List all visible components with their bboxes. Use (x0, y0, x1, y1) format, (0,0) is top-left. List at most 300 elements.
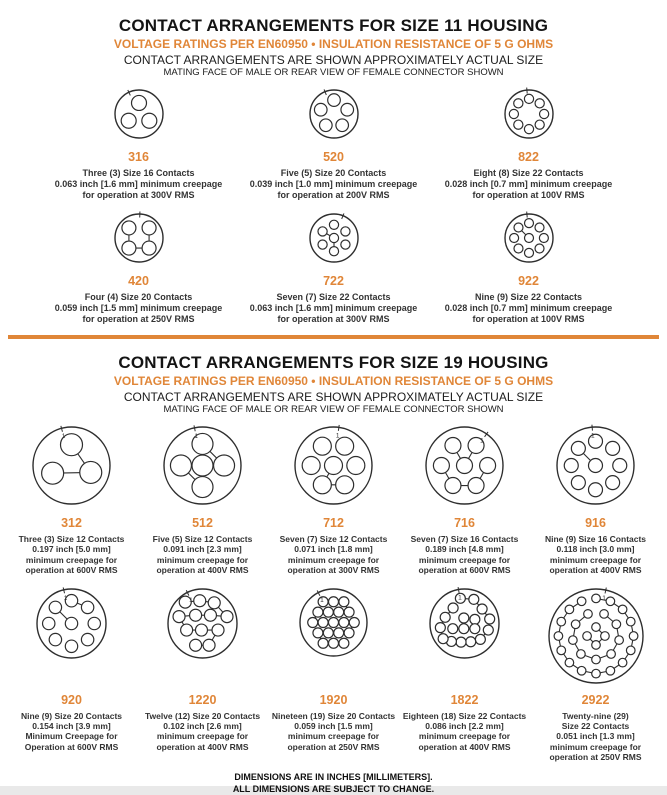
contact-cavity (445, 437, 461, 453)
index-tick (458, 587, 459, 593)
contact-cavity (195, 624, 207, 636)
description-line: Minimum Creepage for (21, 731, 122, 741)
description-line: for operation at 300V RMS (55, 190, 223, 201)
contact-cavity (340, 103, 353, 116)
part-number: 520 (323, 150, 344, 164)
contact-cavity (614, 635, 623, 644)
description-line: Eight (8) Size 22 Contacts (445, 168, 613, 179)
arrangement-card (431, 207, 626, 325)
section-note-mating-face: MATING FACE OF MALE OR REAR VIEW OF FEMALE CONNECTOR SHOWN (0, 67, 667, 79)
description-line: Four (4) Size 20 Contacts (55, 292, 223, 303)
contact-cavity (433, 458, 449, 474)
contact-cavity (606, 441, 620, 455)
description-line: minimum creepage for (403, 731, 526, 741)
contact-cavity (445, 478, 461, 494)
description-line: 0.059 inch [1.5 mm] (272, 721, 395, 731)
contact-cavity (539, 234, 548, 243)
connector-face-svg (30, 582, 113, 665)
contact-cavity (190, 609, 202, 621)
contact-cavity (456, 637, 466, 647)
contact-cavity (568, 635, 577, 644)
contact-cavity (121, 241, 135, 255)
contact-cavity (618, 658, 627, 667)
contact-cavity (349, 617, 359, 627)
section-header (0, 353, 667, 416)
contact-number-one: 1 (62, 433, 66, 440)
description-line: operation at 400V RMS (403, 742, 526, 752)
contact-cavity (618, 605, 627, 614)
index-tick (605, 587, 606, 593)
arrangement-description (55, 168, 223, 201)
contact-cavity (583, 609, 592, 618)
connector-face-svg (108, 83, 170, 145)
connector-face-svg (542, 582, 650, 690)
contact-cavity (329, 638, 339, 648)
contact-cavity (42, 462, 64, 484)
arrangement-card (399, 582, 530, 753)
arrangement-card (41, 83, 236, 201)
contact-cavity (329, 617, 339, 627)
arrangement-card (6, 582, 137, 753)
description-line: for operation at 300V RMS (250, 314, 418, 325)
contact-cavity (448, 603, 458, 613)
description-line: minimum creepage for (153, 555, 253, 565)
connector-shell (115, 214, 163, 262)
description-line: 0.028 inch [0.7 mm] minimum creepage (445, 179, 613, 190)
contact-cavity (589, 459, 603, 473)
section-note-actual-size: CONTACT ARRANGEMENTS ARE SHOWN APPROXIMATELY ACTUAL SIZE (0, 390, 667, 404)
description-line: Operation at 600V RMS (21, 742, 122, 752)
contact-number-one: 1 (194, 433, 198, 440)
description-line: Nineteen (19) Size 20 Contacts (272, 711, 395, 721)
contact-cavity (192, 477, 213, 498)
contact-cavity (121, 113, 136, 128)
contact-cavity (480, 458, 496, 474)
contact-cavity (329, 247, 338, 256)
part-number: 316 (128, 150, 149, 164)
arrangement-row (0, 83, 667, 201)
contact-cavity (334, 607, 344, 617)
arrangement-description (145, 711, 260, 753)
connector-face-svg (26, 420, 117, 511)
part-number: 920 (61, 693, 82, 707)
contact-cavity (466, 636, 476, 646)
description-line: Seven (7) Size 12 Contacts (280, 534, 388, 544)
connector-diagram (498, 207, 560, 271)
contact-cavity (457, 458, 473, 474)
description-line: 0.091 inch [2.3 mm] (153, 544, 253, 554)
connector-diagram (423, 582, 506, 690)
description-line: Nine (9) Size 16 Contacts (545, 534, 646, 544)
contact-cavity (49, 633, 61, 645)
connector-face-svg (157, 420, 248, 511)
arrangement-card (236, 83, 431, 201)
description-line: Eighteen (18) Size 22 Contacts (403, 711, 526, 721)
contact-cavity (509, 109, 518, 118)
contact-cavity (302, 457, 320, 475)
connector-face-svg (498, 207, 560, 269)
part-number: 712 (323, 516, 344, 530)
arrangement-card (41, 207, 236, 325)
contact-cavity (43, 617, 55, 629)
arrangement-card (137, 420, 268, 576)
arrangement-row (0, 207, 667, 325)
contact-cavity (626, 646, 635, 655)
contact-cavity (208, 596, 220, 608)
connector-face-svg (419, 420, 510, 511)
contact-cavity (577, 597, 586, 606)
contact-cavity (81, 601, 93, 613)
description-line: operation at 250V RMS (549, 752, 641, 762)
contact-cavity (554, 631, 563, 640)
arrangement-description (403, 711, 526, 753)
index-tick (63, 587, 64, 593)
contact-cavity (339, 638, 349, 648)
contact-cavity (313, 607, 323, 617)
index-tick (338, 425, 339, 431)
contact-number-one: 1 (602, 595, 606, 602)
contact-cavity (49, 601, 61, 613)
contact-cavity (556, 617, 565, 626)
contact-cavity (204, 609, 216, 621)
contact-cavity (173, 610, 185, 622)
contact-cavity (477, 604, 487, 614)
contact-cavity (329, 220, 338, 229)
description-line: operation at 400V RMS (145, 742, 260, 752)
contact-cavity (483, 625, 493, 635)
contact-cavity (339, 617, 349, 627)
arrangement-card (137, 582, 268, 753)
arrangement-description (250, 292, 418, 325)
description-line: minimum creepage for (545, 555, 646, 565)
part-number: 420 (128, 274, 149, 288)
contact-cavity (524, 94, 533, 103)
description-line: 0.051 inch [1.3 mm] (549, 731, 641, 741)
connector-face-svg (161, 582, 244, 665)
contact-cavity (535, 223, 544, 232)
contact-cavity (339, 596, 349, 606)
index-tick (194, 425, 195, 431)
contact-cavity (600, 631, 609, 640)
contact-cavity (347, 457, 365, 475)
contact-cavity (327, 94, 340, 107)
contact-cavity (513, 120, 522, 129)
index-tick (526, 88, 527, 94)
contact-cavity (121, 221, 135, 235)
description-line: 0.063 inch [1.6 mm] minimum creepage (55, 179, 223, 190)
description-line: for operation at 200V RMS (250, 190, 418, 201)
contact-cavity (221, 610, 233, 622)
contact-cavity (440, 612, 450, 622)
description-line: operation at 300V RMS (280, 565, 388, 575)
description-line: operation at 400V RMS (153, 565, 253, 575)
arrangement-card (268, 420, 399, 576)
description-line: 0.059 inch [1.5 mm] minimum creepage (55, 303, 223, 314)
arrangement-card (530, 582, 661, 763)
part-number: 916 (585, 516, 606, 530)
contact-cavity (470, 614, 480, 624)
description-line: 0.063 inch [1.6 mm] minimum creepage (250, 303, 418, 314)
contact-cavity (459, 613, 469, 623)
contact-cavity (513, 223, 522, 232)
arrangement-description (21, 711, 122, 753)
contact-cavity (485, 614, 495, 624)
contact-cavity (589, 483, 603, 497)
connector-diagram (550, 420, 641, 513)
contact-cavity (513, 244, 522, 253)
connector-diagram (108, 83, 170, 147)
contact-cavity (212, 624, 224, 636)
contact-cavity (524, 219, 533, 228)
arrangement-card (236, 207, 431, 325)
part-number: 822 (518, 150, 539, 164)
description-line: for operation at 100V RMS (445, 314, 613, 325)
contact-cavity (629, 631, 638, 640)
contact-number-one: 1 (189, 597, 193, 604)
part-number: 922 (518, 274, 539, 288)
part-number: 1220 (189, 693, 217, 707)
contact-cavity (513, 99, 522, 108)
connector-diagram (108, 207, 170, 271)
contact-cavity (141, 113, 156, 128)
footer-line-units: DIMENSIONS ARE IN INCHES [MILLIMETERS]. (0, 771, 667, 783)
part-number: 716 (454, 516, 475, 530)
contact-cavity (194, 594, 206, 606)
contact-cavity (340, 240, 349, 249)
arrangement-description (545, 534, 646, 576)
arrangement-description (280, 534, 388, 576)
contact-cavity (334, 628, 344, 638)
contact-cavity (142, 241, 156, 255)
section-subtitle: VOLTAGE RATINGS PER EN60950 • INSULATION RESISTANCE OF 5 G OHMS (0, 37, 667, 52)
contact-cavity (535, 120, 544, 129)
contact-cavity (214, 455, 235, 476)
contact-cavity (65, 617, 77, 629)
connector-diagram (30, 582, 113, 690)
description-line: Three (3) Size 12 Contacts (19, 534, 125, 544)
contact-number-one: 1 (64, 595, 68, 602)
contact-cavity (336, 476, 354, 494)
contact-number-one: 1 (480, 438, 484, 445)
arrangement-description (549, 711, 641, 763)
contact-cavity (564, 459, 578, 473)
connector-face-svg (498, 83, 560, 145)
footer-line-change: ALL DIMENSIONS ARE SUBJECT TO CHANGE. (0, 783, 667, 795)
contact-number-one: 1 (591, 432, 595, 439)
contact-cavity (329, 233, 338, 242)
connector-diagram (288, 420, 379, 513)
contact-cavity (81, 633, 93, 645)
description-line: 0.189 inch [4.8 mm] (411, 544, 519, 554)
contact-cavity (448, 623, 458, 633)
contact-cavity (335, 119, 348, 132)
contact-cavity (65, 640, 77, 652)
description-line: 0.118 inch [3.0 mm] (545, 544, 646, 554)
section-title: CONTACT ARRANGEMENTS FOR SIZE 11 HOUSING (0, 16, 667, 35)
contact-cavity (509, 234, 518, 243)
contact-cavity (470, 623, 480, 633)
description-line: Seven (7) Size 22 Contacts (250, 292, 418, 303)
contact-cavity (438, 633, 448, 643)
description-line: operation at 250V RMS (272, 742, 395, 752)
connector-diagram (303, 207, 365, 271)
footer-notes (0, 771, 667, 795)
contact-cavity (325, 457, 343, 475)
contact-cavity (340, 227, 349, 236)
description-line: 0.028 inch [0.7 mm] minimum creepage (445, 303, 613, 314)
description-line: for operation at 100V RMS (445, 190, 613, 201)
description-line: 0.102 inch [2.6 mm] (145, 721, 260, 731)
contact-cavity (170, 455, 191, 476)
contact-cavity (344, 607, 354, 617)
contact-cavity (459, 623, 469, 633)
arrangement-description (250, 168, 418, 201)
arrangement-row (0, 420, 667, 576)
contact-cavity (469, 594, 479, 604)
description-line: Seven (7) Size 16 Contacts (411, 534, 519, 544)
connector-diagram (161, 582, 244, 690)
description-line: operation at 400V RMS (545, 565, 646, 575)
contact-cavity (606, 649, 615, 658)
section-size-11 (0, 0, 667, 325)
part-number: 1920 (320, 693, 348, 707)
description-line: Nine (9) Size 22 Contacts (445, 292, 613, 303)
description-line: 0.197 inch [5.0 mm] (19, 544, 125, 554)
contact-cavity (606, 476, 620, 490)
contact-cavity (582, 631, 591, 640)
contact-cavity (612, 620, 621, 629)
contact-cavity (535, 244, 544, 253)
contact-cavity (181, 624, 193, 636)
contact-cavity (591, 640, 600, 649)
contact-cavity (317, 227, 326, 236)
description-line: Twelve (12) Size 20 Contacts (145, 711, 260, 721)
connector-face-svg (288, 420, 379, 511)
contact-cavity (626, 617, 635, 626)
section-divider-rule (8, 335, 659, 339)
contact-number-one: 1 (336, 432, 340, 439)
arrangement-description (153, 534, 253, 576)
connector-face-svg (303, 83, 365, 145)
connector-face-svg (303, 207, 365, 269)
part-number: 722 (323, 274, 344, 288)
arrangement-card (431, 83, 626, 201)
part-number: 512 (192, 516, 213, 530)
contact-cavity (323, 607, 333, 617)
section-size-19 (0, 347, 667, 763)
contact-cavity (591, 622, 600, 631)
contact-cavity (556, 646, 565, 655)
contact-cavity (203, 639, 215, 651)
description-line: minimum creepage for (549, 742, 641, 752)
contact-cavity (314, 103, 327, 116)
connector-diagram (157, 420, 248, 513)
section-title: CONTACT ARRANGEMENTS FOR SIZE 19 HOUSING (0, 353, 667, 372)
description-line: Five (5) Size 20 Contacts (250, 168, 418, 179)
contact-cavity (606, 597, 615, 606)
description-line: operation at 600V RMS (19, 565, 125, 575)
arrangement-row (0, 582, 667, 763)
description-line: for operation at 250V RMS (55, 314, 223, 325)
contact-cavity (576, 649, 585, 658)
description-line: 0.039 inch [1.0 mm] minimum creepage (250, 179, 418, 190)
contact-cavity (344, 628, 354, 638)
contact-cavity (524, 234, 533, 243)
description-line: minimum creepage for (272, 731, 395, 741)
contact-cavity (468, 478, 484, 494)
contact-cavity (591, 669, 600, 678)
contact-cavity (475, 634, 485, 644)
description-line: Three (3) Size 16 Contacts (55, 168, 223, 179)
arrangement-description (445, 292, 613, 325)
contact-cavity (88, 617, 100, 629)
connector-face-svg (293, 582, 374, 663)
contact-cavity (524, 248, 533, 257)
contact-cavity (313, 437, 331, 455)
connector-face-svg (550, 420, 641, 511)
contact-cavity (318, 638, 328, 648)
description-line: Five (5) Size 12 Contacts (153, 534, 253, 544)
contact-cavity (539, 109, 548, 118)
section-note-actual-size: CONTACT ARRANGEMENTS ARE SHOWN APPROXIMATELY ACTUAL SIZE (0, 53, 667, 67)
contact-number-one: 1 (458, 594, 462, 601)
description-line: minimum creepage for (145, 731, 260, 741)
contact-cavity (308, 617, 318, 627)
contact-cavity (535, 99, 544, 108)
description-line: 0.154 inch [3.9 mm] (21, 721, 122, 731)
part-number: 312 (61, 516, 82, 530)
description-line: Twenty-nine (29) (549, 711, 641, 721)
contact-cavity (336, 437, 354, 455)
connector-face-svg (108, 207, 170, 269)
contact-cavity (435, 622, 445, 632)
connector-diagram (419, 420, 510, 513)
arrangement-card (530, 420, 661, 576)
contact-cavity (591, 655, 600, 664)
connector-diagram (293, 582, 374, 690)
connector-diagram (26, 420, 117, 513)
arrangement-card (6, 420, 137, 576)
contact-cavity (131, 95, 146, 110)
contact-cavity (329, 596, 339, 606)
description-line: Nine (9) Size 20 Contacts (21, 711, 122, 721)
section-header (0, 16, 667, 79)
contact-cavity (313, 476, 331, 494)
index-tick (592, 425, 593, 431)
description-line: operation at 600V RMS (411, 565, 519, 575)
contact-cavity (142, 221, 156, 235)
connector-diagram (542, 582, 650, 690)
arrangement-description (411, 534, 519, 576)
contact-cavity (613, 459, 627, 473)
section-note-mating-face: MATING FACE OF MALE OR REAR VIEW OF FEMALE CONNECTOR SHOWN (0, 404, 667, 416)
description-line: 0.086 inch [2.2 mm] (403, 721, 526, 731)
contact-cavity (192, 455, 213, 476)
contact-cavity (565, 658, 574, 667)
index-tick (526, 212, 527, 218)
contact-cavity (524, 125, 533, 134)
contact-cavity (571, 441, 585, 455)
arrangement-card (399, 420, 530, 576)
description-line: minimum creepage for (19, 555, 125, 565)
contact-cavity (571, 476, 585, 490)
description-line: minimum creepage for (280, 555, 388, 565)
contact-cavity (606, 666, 615, 675)
part-number: 2922 (582, 693, 610, 707)
arrangement-description (272, 711, 395, 753)
contact-cavity (591, 594, 600, 603)
contact-cavity (577, 666, 586, 675)
